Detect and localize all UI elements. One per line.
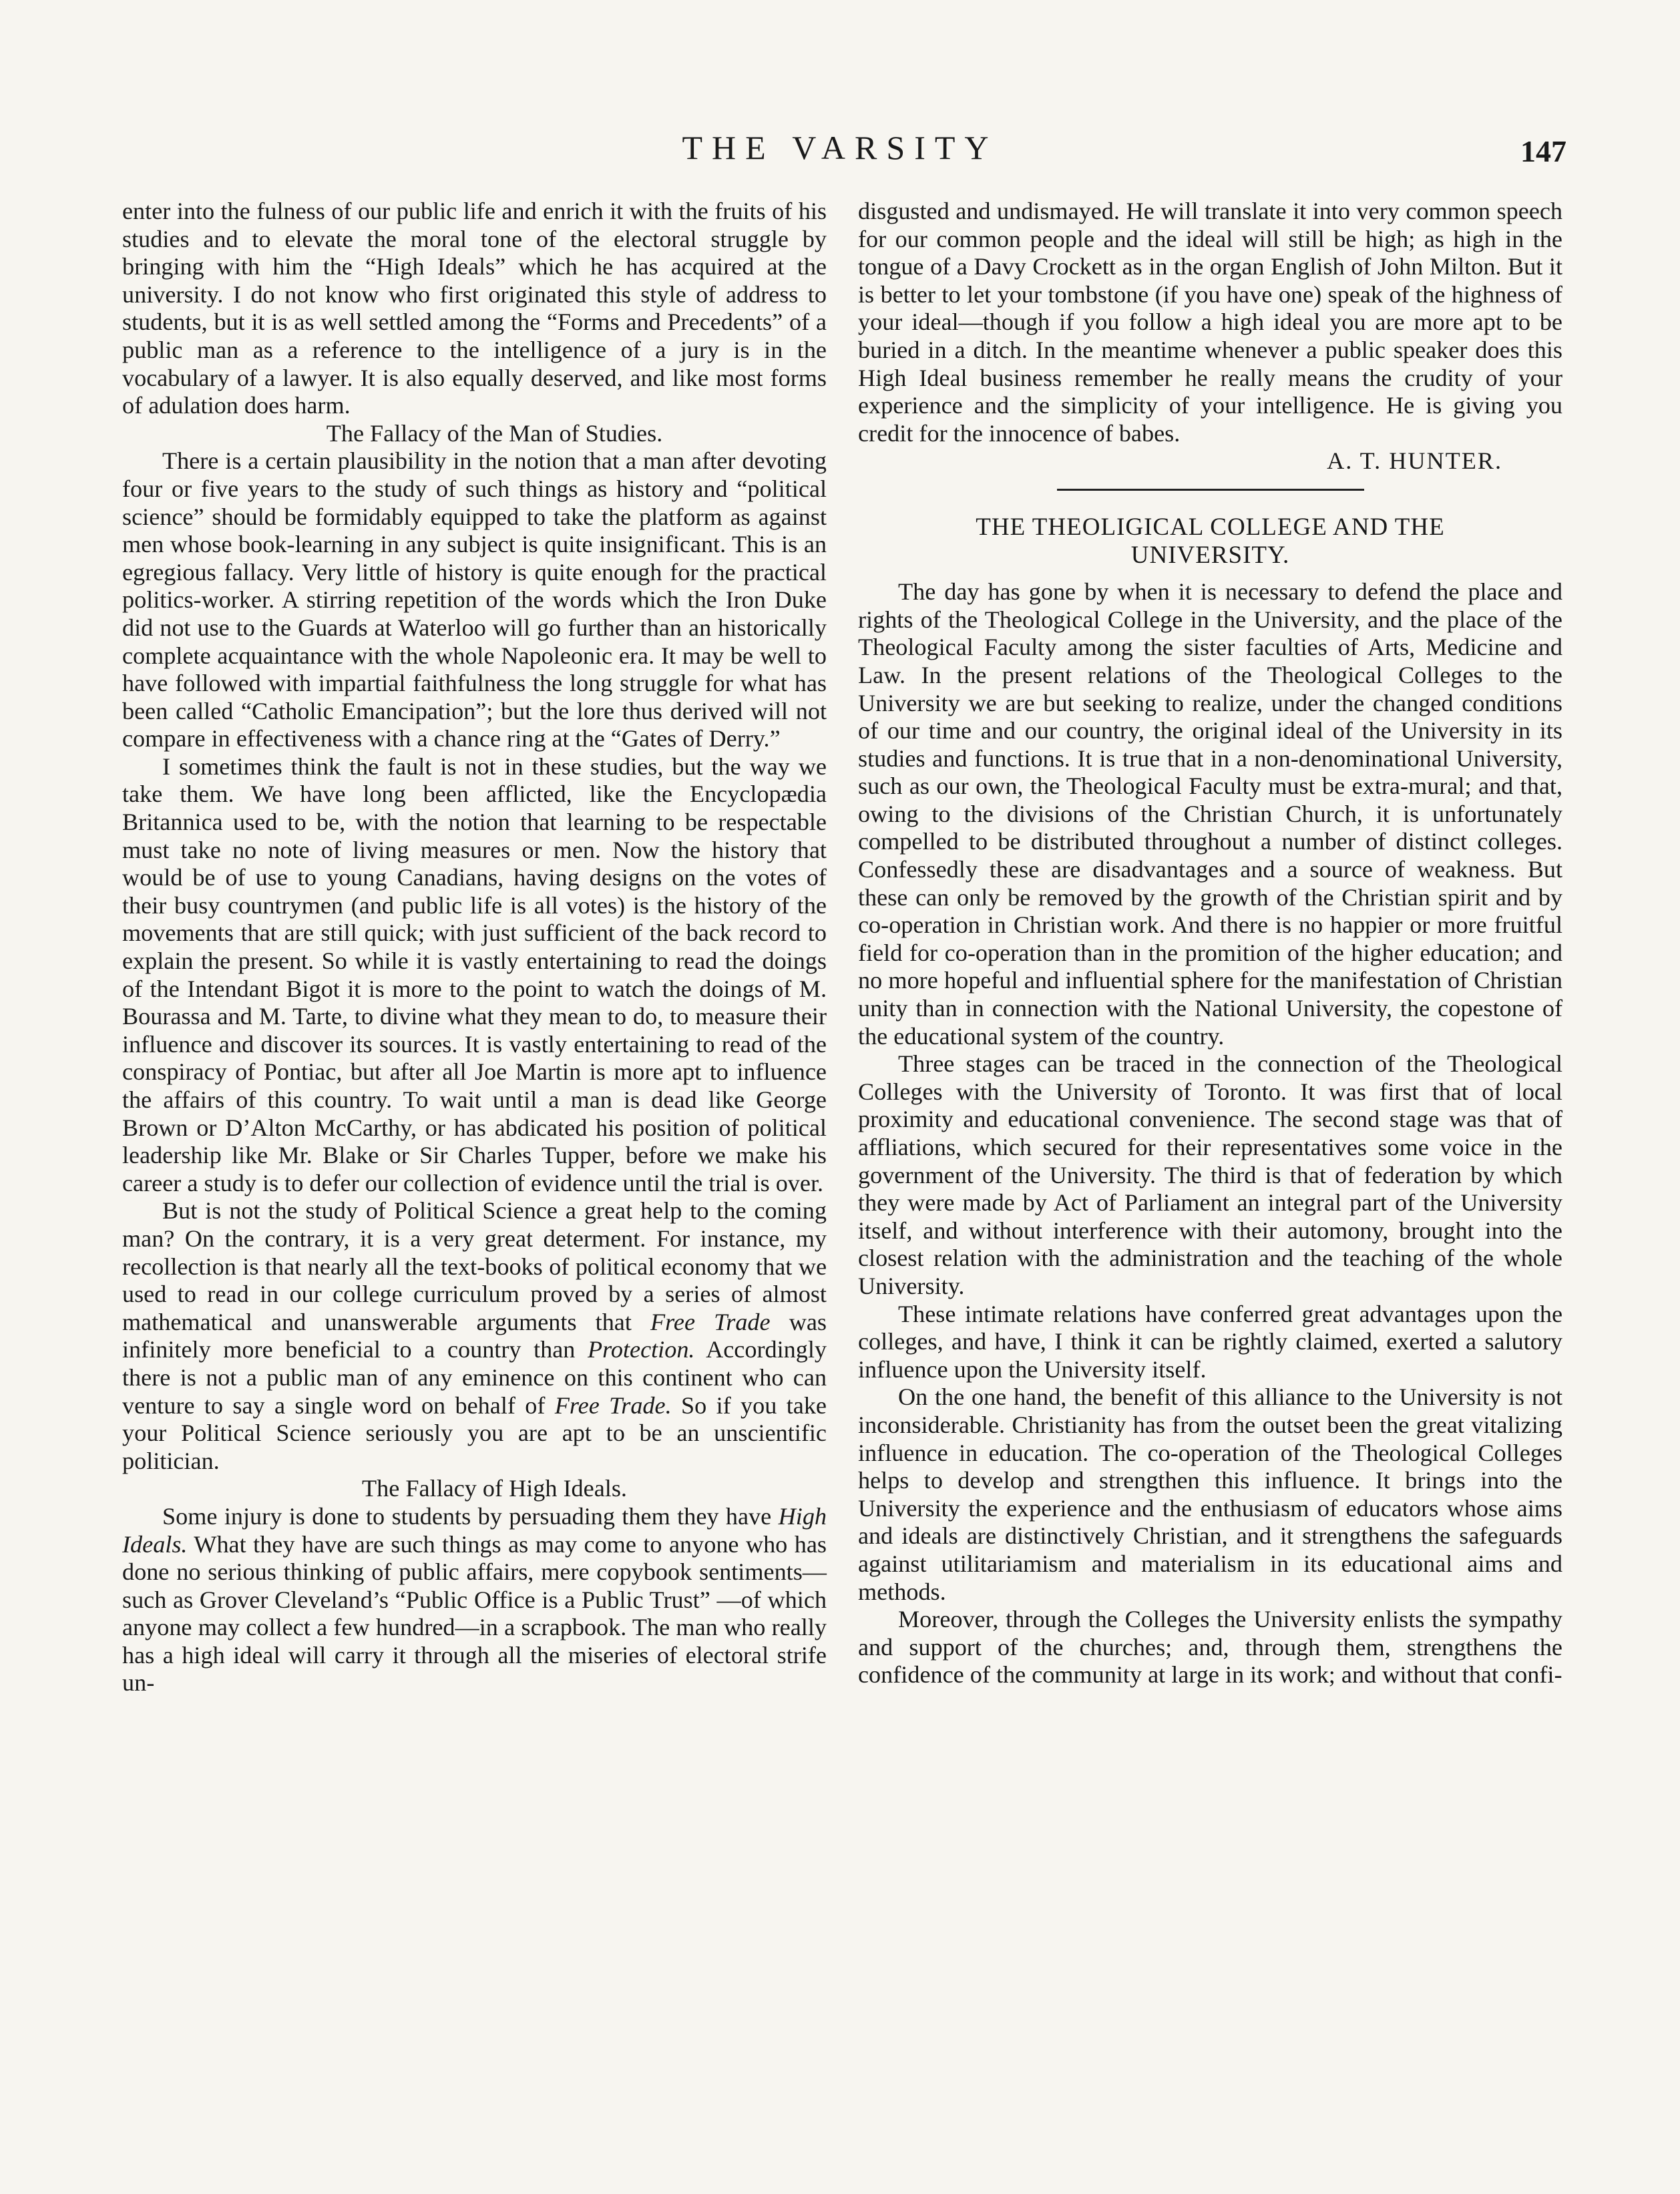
paragraph: enter into the fulness of our public life and enrich it with the fruits of his studies and to elevate the moral tone of the electoral struggle by bringing with him the “High Ideals” which he has acquired at the university. I do not know who first originated this style of address to students, but it is as well settled among the “Forms and Precedents” of a public man as a reference to the intelligence of a jury is in the vocabulary of a lawyer. It is also equally deserved, and like most forms of adulation does harm. — [122, 198, 827, 419]
text-run: was infinitely more beneficial to a country than — [122, 1308, 827, 1363]
right-column — [858, 198, 1562, 1689]
paragraph: These intimate relations have conferred great advantages upon the colleges, and have, I think it can be rightly claimed, exerted a salutory influence upon the University itself. — [858, 1300, 1562, 1383]
subheading-high-ideals: The Fallacy of High Ideals. — [362, 1475, 627, 1502]
paragraph: Moreover, through the Colleges the University enlists the sympathy and support of the churches; and, through them, strengthens the confidence of the community at large in its work; and without that confi- — [858, 1606, 1562, 1689]
text-run: Accordingly there is not a public man of any eminence on this continent who can venture to say a single word on behalf of — [122, 1336, 827, 1419]
page-number: 147 — [1520, 134, 1566, 168]
section-title-line: THE THEOLIGICAL COLLEGE AND THE — [976, 513, 1445, 541]
page-header — [0, 128, 1680, 175]
italic-run: High Ideals. — [122, 1502, 827, 1558]
section-divider — [1057, 489, 1364, 491]
italic-run: Free Trade. — [554, 1391, 672, 1419]
italic-run: Protection. — [588, 1336, 695, 1363]
paragraph — [122, 1503, 827, 1697]
italic-run: Free Trade — [650, 1308, 771, 1335]
author-signature: A. T. HUNTER. — [1327, 447, 1502, 475]
section-title-line: UNIVERSITY. — [1130, 541, 1290, 569]
paragraph: I sometimes think the fault is not in these studies, but the way we take them. We have long been afflicted, like the Encyclopædia Britannica used to be, with the notion that learning to be respectable must take no note of living measures or men. Now the history that would be of use to young Canadians, having designs on the votes of their busy countrymen (and public life is all votes) is the history of the movements that are still quick; with just sufficient of the back record to explain the present. So while it is vastly entertaining to read the doings of the Intendant Bigot it is more to the point to watch the doings of M. Bourassa and M. Tarte, to divine what they mean to do, to measure their influence and discover its sources. It is vastly entertaining to read of the conspiracy of Pontiac, but after all Joe Martin is more apt to influence the affairs of this country. To wait until a man is dead like George Brown or D’Alton McCarthy, or has abdicated his position of political leadership like Mr. Blake or Sir Charles Tupper, before we make his career a study is to defer our collection of evidence until the trial is over. — [122, 752, 827, 1196]
paragraph: Three stages can be traced in the connection of the Theological Colleges with the University of Toronto. It was first that of local proximity and educational convenience. The second stage was that of affliations, which secured for their representatives some voice in the government of the University. The third is that of federation by which they were made by Act of Parliament an integral part of the University itself, and without interference with their automony, brought into the closest relation with the administration and the teaching of the whole University. — [858, 1050, 1562, 1299]
subheading-man-of-studies: The Fallacy of the Man of Studies. — [326, 419, 663, 447]
text-run: But is not the study of Political Science a great help to the coming man? On the contrary, it is a very great determent. For instance, my recollection is that nearly all the text-books of political economy that we used to read in our college curriculum proved by a series of almost mathematical and unanswerable arguments that — [122, 1197, 827, 1335]
paragraph: The day has gone by when it is necessary to defend the place and rights of the Theological College in the University, and the place of the Theological Faculty among the sister faculties of Arts, Medicine and Law. In the present relations of the Theological Colleges to the University we are but seeking to realize, under the changed conditions of our time and our country, the original ideal of the University in its studies and functions. It is true that in a non-denominational University, such as our own, the Theological Faculty must be extra-mural; and that, owing to the divisions of the Christian Church, it is unfortunately compelled to be distributed throughout a number of distinct colleges. Confessedly these are disadvantages and a source of weakness. But these can only be removed by the growth of the Christian spirit and by co-operation in Christian work. And there is no happier or more fruitful field for co-operation than in the promition of the higher education; and no more hopeful and influential sphere for the manifestation of Christian unity than in connection with the National University, the copestone of the educational system of the country. — [858, 578, 1562, 1050]
paragraph: There is a certain plausibility in the notion that a man after devoting four or five years to the study of such things as history and “political science” should be formidably equipped to take the platform as against men whose book-learning in any subject is quite insignificant. This is an egregious fallacy. Very little of history is quite enough for the practical politics-worker. A stirring repetition of the words which the Iron Duke did not use to the Guards at Waterloo will go further than an historically complete acquaintance with the whole Napoleonic era. It may be well to have followed with impartial faithfulness the long struggle for what has been called “Catholic Emancipation”; but the lore thus derived will not compare in effectiveness with a chance ring at the “Gates of Derry.” — [122, 447, 827, 752]
masthead: THE VARSITY — [682, 129, 998, 166]
paragraph: On the one hand, the benefit of this alliance to the University is not inconsiderable. Christianity has from the outset been the great vitalizing influence in education. The co-operation of the Theological Colleges helps to develop and strengthen this influence. It brings into the University the experience and the enthusiasm of educators whose aims and ideals are distinctively Christian, and it strengthens the safeguards against utilitariamism and materialism in its educational aims and methods. — [858, 1383, 1562, 1605]
text-run: So if you take your Political Science seriously you are apt to be an unscientific politician. — [122, 1391, 827, 1474]
paragraph: disgusted and undismayed. He will translate it into very common speech for our common people and the ideal will still be high; as high in the tongue of a Davy Crockett as in the organ English of John Milton. But it is better to let your tombstone (if you have one) speak of the highness of your ideal—though if you follow a high ideal you are more apt to be buried in a ditch. In the meantime whenever a public speaker does this High Ideal business remember he really means the crudity of your experience and the simplicity of your intelligence. He is giving you credit for the innocence of babes. — [858, 198, 1562, 447]
text-run: What they have are such things as may come to anyone who has done no serious thinking of public affairs, mere copybook sentiments—such as Grover Cleveland’s “Public Office is a Public Trust” —of which anyone may collect a few hundred—in a scrapbook. The man who really has a high ideal will carry it through all the miseries of electoral strife un- — [122, 1530, 827, 1697]
text-run: Some injury is done to students by persuading them they have — [162, 1502, 779, 1530]
section-title — [858, 513, 1562, 569]
paragraph — [122, 1197, 827, 1475]
left-column — [122, 198, 827, 1697]
